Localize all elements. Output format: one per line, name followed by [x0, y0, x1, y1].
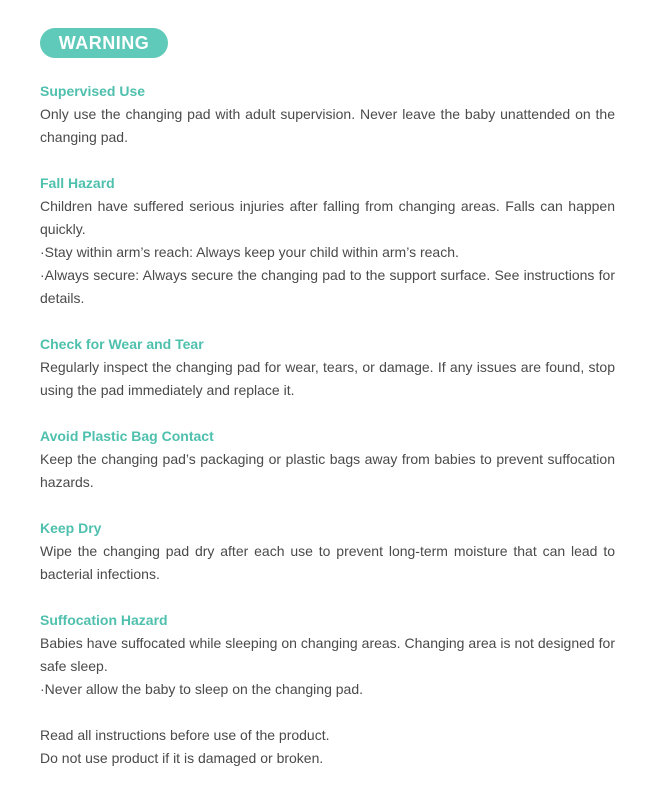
bullet-item: ·Always secure: Always secure the changing pad to the support surface. See instructions for details.	[40, 267, 615, 306]
section-paragraph: Children have suffered serious injuries after falling from changing areas. Falls can happen quickly.	[40, 198, 615, 237]
section-paragraph: Keep the changing pad’s packaging or plastic bags away from babies to prevent suffocation hazards.	[40, 451, 615, 490]
section-paragraph: Wipe the changing pad dry after each use to prevent long-term moisture that can lead to bacterial infections.	[40, 543, 615, 582]
section-title: Fall Hazard	[40, 175, 115, 191]
section-body	[40, 540, 615, 586]
section-body	[40, 356, 615, 402]
footer-notes	[40, 724, 615, 770]
footer-line: Read all instructions before use of the product.	[40, 727, 330, 743]
bullet-item: ·Never allow the baby to sleep on the changing pad.	[40, 681, 363, 697]
section-paragraph: Only use the changing pad with adult supervision. Never leave the baby unattended on the changing pad.	[40, 106, 615, 145]
section-paragraph: Babies have suffocated while sleeping on changing areas. Changing area is not designed for safe sleep.	[40, 635, 615, 674]
section-title: Avoid Plastic Bag Contact	[40, 428, 214, 444]
section-title: Check for Wear and Tear	[40, 336, 204, 352]
warning-content	[40, 80, 615, 770]
section-title: Supervised Use	[40, 83, 146, 99]
section-title: Keep Dry	[40, 520, 102, 536]
section-suffocation-hazard	[40, 609, 615, 701]
section-body	[40, 632, 615, 701]
section-title: Suffocation Hazard	[40, 612, 168, 628]
bullet-item: ·Stay within arm’s reach: Always keep your child within arm’s reach.	[40, 244, 459, 260]
section-paragraph: Regularly inspect the changing pad for wear, tears, or damage. If any issues are found, stop using the pad immediately and replace it.	[40, 359, 615, 398]
section-plastic-bag	[40, 425, 615, 494]
section-fall-hazard	[40, 172, 615, 310]
section-keep-dry	[40, 517, 615, 586]
warning-badge: WARNING	[40, 28, 168, 58]
section-body	[40, 448, 615, 494]
section-body	[40, 195, 615, 310]
section-wear-and-tear	[40, 333, 615, 402]
footer-line: Do not use product if it is damaged or broken.	[40, 750, 324, 766]
section-body	[40, 103, 615, 149]
section-supervised-use	[40, 80, 615, 149]
